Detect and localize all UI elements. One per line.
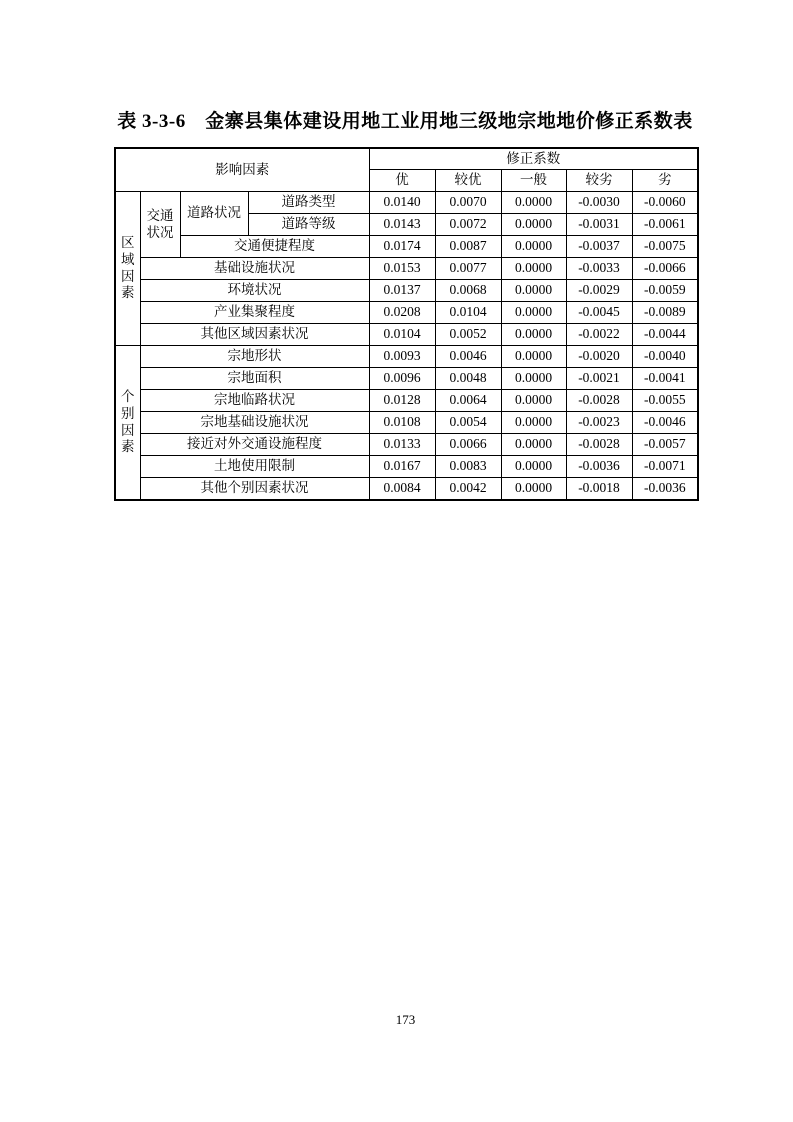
value-cell: -0.0057 xyxy=(632,434,698,456)
value-cell: 0.0068 xyxy=(435,280,501,302)
group-label-individual: 个别因素 xyxy=(115,346,140,501)
value-cell: 0.0000 xyxy=(501,324,566,346)
factor-label: 环境状况 xyxy=(140,280,369,302)
header-influence-factors: 影响因素 xyxy=(115,148,369,192)
value-cell: -0.0041 xyxy=(632,368,698,390)
table-row xyxy=(115,280,698,302)
value-cell: -0.0044 xyxy=(632,324,698,346)
value-cell: 0.0143 xyxy=(369,214,435,236)
value-cell: 0.0000 xyxy=(501,478,566,501)
table-row xyxy=(115,456,698,478)
value-cell: -0.0045 xyxy=(566,302,632,324)
value-cell: 0.0077 xyxy=(435,258,501,280)
table-row xyxy=(115,368,698,390)
value-cell: -0.0060 xyxy=(632,192,698,214)
value-cell: 0.0174 xyxy=(369,236,435,258)
value-cell: 0.0048 xyxy=(435,368,501,390)
value-cell: 0.0087 xyxy=(435,236,501,258)
value-cell: -0.0037 xyxy=(566,236,632,258)
value-cell: 0.0096 xyxy=(369,368,435,390)
value-cell: 0.0052 xyxy=(435,324,501,346)
factor-label: 基础设施状况 xyxy=(140,258,369,280)
table-row xyxy=(115,258,698,280)
value-cell: 0.0054 xyxy=(435,412,501,434)
value-cell: 0.0072 xyxy=(435,214,501,236)
value-cell: -0.0036 xyxy=(566,456,632,478)
value-cell: -0.0021 xyxy=(566,368,632,390)
table-row xyxy=(115,324,698,346)
value-cell: 0.0208 xyxy=(369,302,435,324)
value-cell: 0.0000 xyxy=(501,434,566,456)
factor-label: 交通便捷程度 xyxy=(180,236,369,258)
table-row xyxy=(115,412,698,434)
table-row xyxy=(115,434,698,456)
value-cell: 0.0046 xyxy=(435,346,501,368)
value-cell: 0.0000 xyxy=(501,192,566,214)
table-row xyxy=(115,478,698,501)
value-cell: -0.0018 xyxy=(566,478,632,501)
value-cell: 0.0000 xyxy=(501,456,566,478)
value-cell: 0.0167 xyxy=(369,456,435,478)
factor-label: 土地使用限制 xyxy=(140,456,369,478)
value-cell: 0.0000 xyxy=(501,236,566,258)
page-number: 173 xyxy=(395,1012,416,1027)
header-grade: 较劣 xyxy=(566,170,632,192)
header-grade: 优 xyxy=(369,170,435,192)
value-cell: 0.0000 xyxy=(501,390,566,412)
value-cell: -0.0020 xyxy=(566,346,632,368)
value-cell: 0.0104 xyxy=(369,324,435,346)
table-row xyxy=(115,346,698,368)
table-title: 表 3-3-6 金寨县集体建设用地工业用地三级地宗地地价修正系数表 xyxy=(117,111,693,132)
value-cell: -0.0040 xyxy=(632,346,698,368)
value-cell: -0.0075 xyxy=(632,236,698,258)
value-cell: -0.0061 xyxy=(632,214,698,236)
table-header-row xyxy=(115,148,698,170)
value-cell: 0.0093 xyxy=(369,346,435,368)
table-row xyxy=(115,192,698,214)
value-cell: -0.0055 xyxy=(632,390,698,412)
value-cell: 0.0137 xyxy=(369,280,435,302)
value-cell: -0.0031 xyxy=(566,214,632,236)
value-cell: 0.0000 xyxy=(501,368,566,390)
value-cell: -0.0029 xyxy=(566,280,632,302)
factor-label: 其他区域因素状况 xyxy=(140,324,369,346)
header-grade: 一般 xyxy=(501,170,566,192)
group-label-regional: 区域因素 xyxy=(115,192,140,346)
value-cell: 0.0064 xyxy=(435,390,501,412)
header-grade: 较优 xyxy=(435,170,501,192)
value-cell: -0.0022 xyxy=(566,324,632,346)
value-cell: 0.0000 xyxy=(501,412,566,434)
value-cell: -0.0089 xyxy=(632,302,698,324)
value-cell: 0.0140 xyxy=(369,192,435,214)
table-row xyxy=(115,302,698,324)
value-cell: 0.0128 xyxy=(369,390,435,412)
value-cell: -0.0033 xyxy=(566,258,632,280)
header-correction-coefficient: 修正系数 xyxy=(369,148,698,170)
factor-label: 其他个别因素状况 xyxy=(140,478,369,501)
factor-label: 宗地基础设施状况 xyxy=(140,412,369,434)
value-cell: 0.0042 xyxy=(435,478,501,501)
correction-coefficient-table xyxy=(114,147,699,501)
factor-label: 宗地临路状况 xyxy=(140,390,369,412)
value-cell: -0.0046 xyxy=(632,412,698,434)
factor-label: 道路等级 xyxy=(248,214,369,236)
table-container xyxy=(114,147,699,501)
value-cell: -0.0028 xyxy=(566,434,632,456)
value-cell: -0.0059 xyxy=(632,280,698,302)
table-row xyxy=(115,236,698,258)
value-cell: 0.0000 xyxy=(501,280,566,302)
factor-label: 产业集聚程度 xyxy=(140,302,369,324)
value-cell: 0.0066 xyxy=(435,434,501,456)
value-cell: -0.0071 xyxy=(632,456,698,478)
factor-label: 宗地面积 xyxy=(140,368,369,390)
header-grade: 劣 xyxy=(632,170,698,192)
value-cell: 0.0000 xyxy=(501,302,566,324)
value-cell: -0.0036 xyxy=(632,478,698,501)
factor-label: 宗地形状 xyxy=(140,346,369,368)
value-cell: 0.0070 xyxy=(435,192,501,214)
table-row xyxy=(115,390,698,412)
value-cell: 0.0108 xyxy=(369,412,435,434)
factor-label: 道路类型 xyxy=(248,192,369,214)
value-cell: 0.0104 xyxy=(435,302,501,324)
value-cell: 0.0084 xyxy=(369,478,435,501)
value-cell: -0.0023 xyxy=(566,412,632,434)
value-cell: -0.0066 xyxy=(632,258,698,280)
value-cell: 0.0153 xyxy=(369,258,435,280)
factor-label: 接近对外交通设施程度 xyxy=(140,434,369,456)
value-cell: 0.0000 xyxy=(501,214,566,236)
value-cell: -0.0030 xyxy=(566,192,632,214)
value-cell: 0.0133 xyxy=(369,434,435,456)
value-cell: 0.0000 xyxy=(501,258,566,280)
subgroup-traffic-conditions: 交通状况 xyxy=(140,192,180,258)
value-cell: 0.0083 xyxy=(435,456,501,478)
value-cell: -0.0028 xyxy=(566,390,632,412)
value-cell: 0.0000 xyxy=(501,346,566,368)
subgroup-road-conditions: 道路状况 xyxy=(180,192,248,236)
